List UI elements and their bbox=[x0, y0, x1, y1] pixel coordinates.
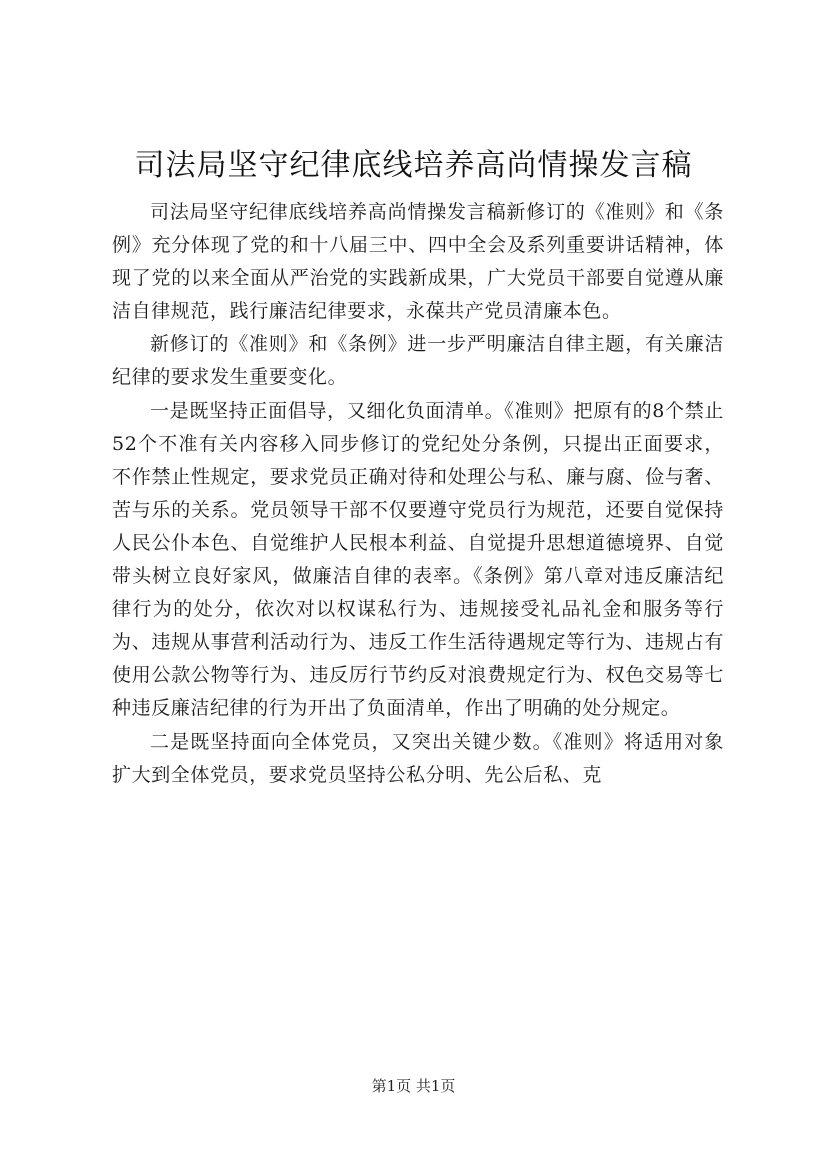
paragraph-3: 一是既坚持正面倡导，又细化负面清单。《准则》把原有的8个禁止52个不准有关内容移入同步修订的党纪处分条例，只提出正面要求，不作禁止性规定，要求党员正确对待和处理公与私、廉与腐、俭与奢、苦与乐的关系。党员领导干部不仅要遵守党员行为规范，还要自觉保持人民公仆本色、自觉维护人民根本利益、自觉提升思想道德境界、自觉带头树立良好家风，做廉洁自律的表率。《条例》第八章对违反廉洁纪律行为的处分，依次对以权谋私行为、违规接受礼品礼金和服务等行为、违规从事营利活动行为、违反工作生活待遇规定等行为、违规占有使用公款公物等行为、违反厉行节约反对浪费规定行为、权色交易等七种违反廉洁纪律的行为开出了负面清单，作出了明确的处分规定。 bbox=[112, 399, 724, 720]
page-number-footer: 第1页 共1页 bbox=[371, 1077, 456, 1095]
paragraph-2: 新修订的《准则》和《条例》进一步严明廉洁自律主题，有关廉洁纪律的要求发生重要变化。 bbox=[112, 333, 724, 389]
paragraph-1: 司法局坚守纪律底线培养高尚情操发言稿新修订的《准则》和《条例》充分体现了党的和十八届三中、四中全会及系列重要讲话精神，体现了党的以来全面从严治党的实践新成果，广大党员干部要自觉遵从廉洁自律规范，践行廉洁纪律要求，永葆共产党员清廉本色。 bbox=[112, 201, 724, 323]
paragraph-4: 二是既坚持面向全体党员，又突出关键少数。《准则》将适用对象扩大到全体党员，要求党员坚持公私分明、先公后私、克 bbox=[112, 730, 724, 786]
document-body bbox=[112, 196, 724, 792]
document-title: 司法局坚守纪律底线培养高尚情操发言稿 bbox=[134, 148, 693, 183]
